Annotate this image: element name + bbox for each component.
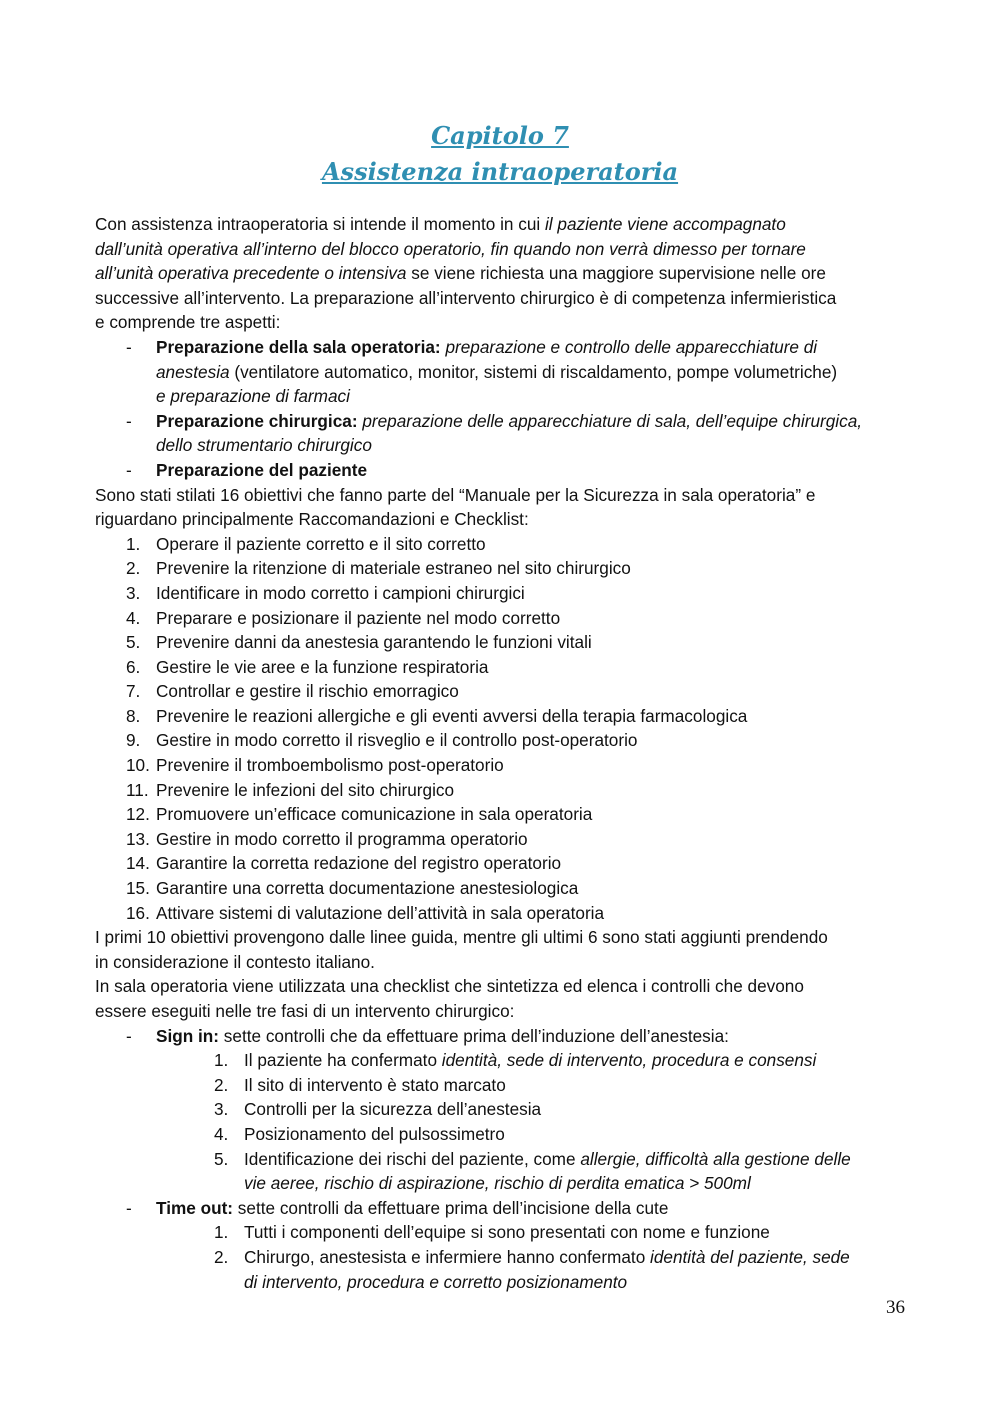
list-text: Garantire una corretta documentazione anestesiologica (156, 878, 579, 899)
text-span: Tutti i componenti dell’equipe si sono presentati con nome e funzione (244, 1222, 770, 1243)
dash-bullet: - (126, 1197, 132, 1218)
text-span: sette controlli che da effettuare prima dell’induzione dell’anestesia: (219, 1025, 729, 1046)
text-span: I primi 10 obiettivi provengono dalle linee guida, mentre gli ultimi 6 sono stati aggiunti prendendo (95, 927, 828, 948)
list-number: 11. (126, 779, 149, 800)
text-line (95, 433, 907, 458)
objective-item (95, 827, 907, 852)
objective-item (95, 532, 907, 557)
list-text: Identificare in modo corretto i campioni chirurgici (156, 582, 525, 603)
objective-item (95, 753, 907, 778)
list-text: Gestire le vie aree e la funzione respiratoria (156, 656, 489, 677)
text-span: in considerazione il contesto italiano. (95, 951, 375, 972)
aspect-item (95, 458, 907, 483)
objective-item (95, 876, 907, 901)
italic-span: il paziente viene accompagnato (544, 214, 786, 234)
objective-item (95, 679, 907, 704)
chapter-number: Capitolo 7 (431, 121, 569, 150)
objective-item (95, 630, 907, 655)
list-number: 3. (214, 1099, 229, 1120)
italic-span: identità del paziente, sede (650, 1246, 850, 1267)
text-span: Identificazione dei rischi del paziente, come (244, 1148, 581, 1169)
list-number: 9. (126, 730, 141, 751)
text-line (95, 925, 907, 950)
list-number: 2. (126, 558, 141, 579)
check-item (95, 1245, 907, 1270)
italic-span: preparazione delle apparecchiature di sala, dell’equipe chirurgica, (357, 410, 863, 431)
italic-span: allergie, difficoltà alla gestione delle (580, 1148, 851, 1169)
objective-item (95, 556, 907, 581)
text-line (95, 999, 907, 1024)
list-number: 2. (214, 1246, 229, 1267)
list-text: Garantire la corretta redazione del registro operatorio (156, 853, 562, 874)
objective-item (95, 606, 907, 631)
italic-span: dello strumentario chirurgico (156, 435, 372, 456)
bold-span: Preparazione chirurgica: (156, 410, 358, 431)
text-span: Il sito di intervento è stato marcato (244, 1074, 506, 1095)
objective-item (95, 901, 907, 926)
text-line (95, 261, 907, 286)
objective-item (95, 728, 907, 753)
list-text: Promuovere un’efficace comunicazione in sala operatoria (156, 804, 593, 825)
text-span: e comprende tre aspetti: (95, 312, 281, 333)
check-item (95, 1122, 907, 1147)
dash-bullet: - (126, 459, 132, 480)
page-number: 36 (886, 1297, 905, 1318)
list-number: 3. (126, 582, 141, 603)
italic-span: vie aeree, rischio di aspirazione, rischio di perdita ematica > 500ml (244, 1173, 751, 1194)
text-line (95, 286, 907, 311)
list-number: 1. (214, 1050, 229, 1071)
list-text: Preparare e posizionare il paziente nel modo corretto (156, 607, 561, 628)
bold-span: Preparazione del paziente (156, 459, 368, 480)
list-text: Prevenire danni da anestesia garantendo le funzioni vitali (156, 632, 592, 653)
check-item (95, 1097, 907, 1122)
italic-span: e preparazione di farmaci (156, 386, 350, 407)
check-item (95, 1220, 907, 1245)
check-item (95, 1073, 907, 1098)
list-number: 1. (126, 533, 141, 554)
list-number: 6. (126, 656, 141, 677)
objective-item (95, 778, 907, 803)
body-text (95, 212, 907, 1294)
list-number: 12. (126, 804, 150, 825)
bold-span: Sign in: (156, 1025, 220, 1046)
italic-span: dall’unità operativa all’interno del blocco operatorio, fin quando non verrà dimesso per tornare (95, 238, 806, 259)
list-number: 5. (126, 632, 141, 653)
list-text: Attivare sistemi di valutazione dell’attività in sala operatoria (156, 902, 605, 923)
aspect-item (95, 409, 907, 434)
text-line (95, 507, 907, 532)
text-span: In sala operatoria viene utilizzata una checklist che sintetizza ed elenca i controlli che devono (95, 976, 804, 997)
text-span: Con assistenza intraoperatoria si intende il momento in cui (95, 214, 545, 234)
dash-bullet: - (126, 410, 132, 431)
list-number: 13. (126, 828, 150, 849)
text-line (95, 974, 907, 999)
aspect-item (95, 335, 907, 360)
text-span: sette controlli da effettuare prima dell’incisione della cute (233, 1197, 669, 1218)
text-span: (ventilatore automatico, monitor, sistemi di riscaldamento, pompe volumetriche) (229, 361, 838, 382)
text-line (95, 483, 907, 508)
italic-span: preparazione e controllo delle apparecchiature di (440, 336, 818, 357)
italic-span: all’unità operativa precedente o intensiva (95, 263, 407, 284)
objective-item (95, 581, 907, 606)
check-item (95, 1147, 907, 1172)
bold-span: Time out: (156, 1197, 234, 1218)
text-line (95, 1270, 907, 1295)
list-text: Prevenire le reazioni allergiche e gli eventi avversi della terapia farmacologica (156, 705, 748, 726)
list-number: 16. (126, 902, 150, 923)
bold-span: Preparazione della sala operatoria: (156, 336, 441, 357)
italic-span: anestesia (156, 361, 230, 382)
text-line (95, 384, 907, 409)
text-line (95, 212, 907, 237)
text-span: Controlli per la sicurezza dell’anestesia (244, 1099, 542, 1120)
list-text: Prevenire il tromboembolismo post-operatorio (156, 755, 504, 776)
list-number: 4. (214, 1123, 229, 1144)
italic-span: di intervento, procedura e corretto posizionamento (244, 1271, 628, 1292)
phase-item-time-out (95, 1196, 907, 1221)
text-span: Chirurgo, anestesista e infermiere hanno confermato (244, 1246, 651, 1267)
text-line (95, 1171, 907, 1196)
list-number: 8. (126, 705, 141, 726)
text-line (95, 237, 907, 262)
list-number: 5. (214, 1148, 229, 1169)
text-line (95, 950, 907, 975)
dash-bullet: - (126, 336, 132, 357)
text-span: successive all’intervento. La preparazione all’intervento chirurgico è di competenza infermieristica (95, 287, 837, 308)
objective-item (95, 802, 907, 827)
text-span: riguardano principalmente Raccomandazioni e Checklist: (95, 509, 529, 530)
text-span: Il paziente ha confermato (244, 1050, 442, 1071)
list-text: Prevenire le infezioni del sito chirurgico (156, 779, 455, 800)
list-number: 1. (214, 1222, 229, 1243)
italic-span: identità, sede di intervento, procedura e consensi (441, 1050, 817, 1071)
text-span: Posizionamento del pulsossimetro (244, 1123, 505, 1144)
list-text: Operare il paziente corretto e il sito corretto (156, 533, 486, 554)
list-text: Prevenire la ritenzione di materiale estraneo nel sito chirurgico (156, 558, 631, 579)
text-span: se viene richiesta una maggiore supervisione nelle ore (406, 263, 826, 284)
list-text: Gestire in modo corretto il programma operatorio (156, 828, 528, 849)
text-line (95, 310, 907, 335)
list-text: Controllar e gestire il rischio emorragico (156, 681, 459, 702)
objective-item (95, 704, 907, 729)
text-span: Sono stati stilati 16 obiettivi che fanno parte del “Manuale per la Sicurezza in sala operatoria” e (95, 484, 816, 505)
objective-item (95, 655, 907, 680)
list-number: 7. (126, 681, 141, 702)
chapter-title: Assistenza intraoperatoria (321, 157, 679, 186)
list-number: 10. (126, 755, 150, 776)
list-number: 4. (126, 607, 141, 628)
text-span: essere eseguiti nelle tre fasi di un intervento chirurgico: (95, 1001, 515, 1021)
chapter-heading (0, 118, 1000, 190)
list-number: 2. (214, 1074, 229, 1095)
phase-item-sign-in (95, 1024, 907, 1049)
check-item (95, 1048, 907, 1073)
list-number: 14. (126, 853, 150, 874)
dash-bullet: - (126, 1025, 132, 1046)
list-text: Gestire in modo corretto il risveglio e il controllo post-operatorio (156, 730, 638, 751)
text-line (95, 360, 907, 385)
list-number: 15. (126, 878, 150, 899)
objective-item (95, 851, 907, 876)
